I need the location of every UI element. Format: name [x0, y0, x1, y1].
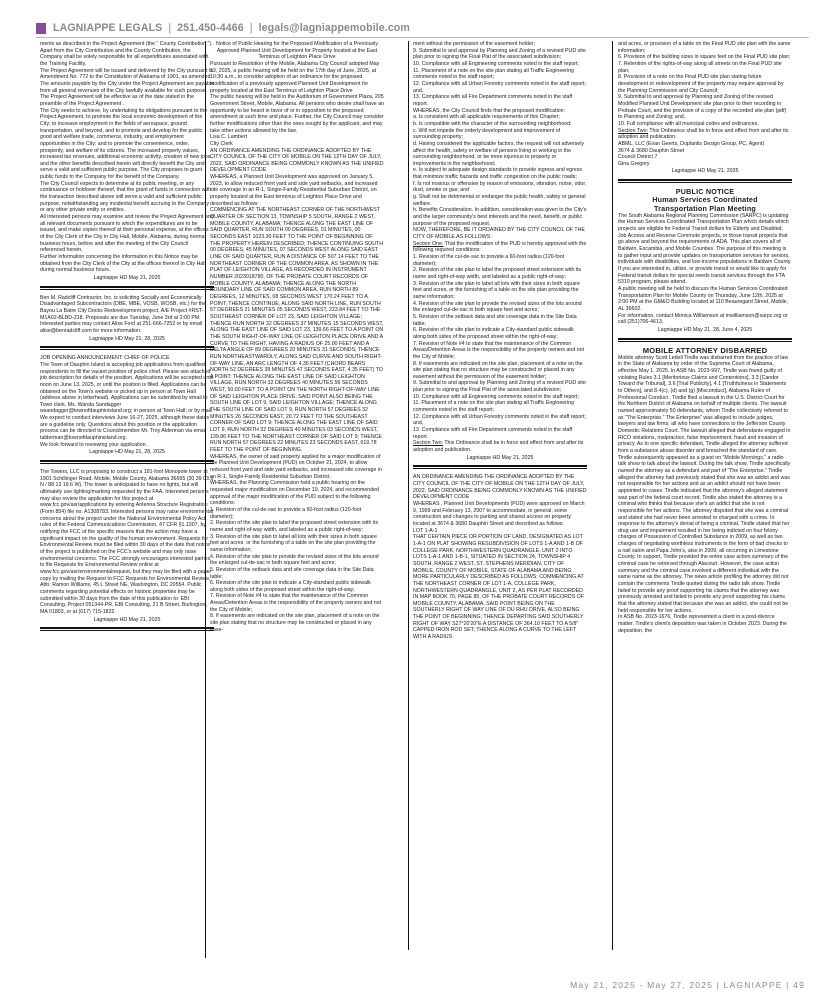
section-two-label: Section Two:: [618, 127, 648, 134]
public-notice-subtitle: Transportation Plan Meeting: [653, 203, 757, 213]
column-divider: [612, 41, 613, 950]
brand-square-icon: [36, 23, 46, 34]
notice-paragraph: WHEREAS, the Planning Commission held a public hearing on the requested major modification on December 19, 2024, and recommended approval of the major modification of the PUD subject to the following conditions:: [210, 480, 379, 507]
notice-paragraph: WHEREAS , Planned Unit Developments (PUD) were approved on March 9, 1999 and February 13, 2007 to accommodate, in general, some construction and changes to parking and shared access on property located at 3674 & 3680 Dauphin Street and described as follows:: [413, 500, 585, 527]
condition-item: 12. Compliance with all Urban Forestry comments noted in the staff report; and,: [413, 413, 586, 427]
section-two-text: This Ordinance shall be in force and effect from and after its adoption and publication.: [618, 127, 789, 141]
column-divider: [408, 41, 409, 950]
header-rule: [36, 37, 809, 38]
notice-divider: [413, 465, 587, 469]
public-notice-title: PUBLIC NOTICE: [675, 187, 735, 197]
publication-signature: Lagniappe HD May 21, 2025: [93, 616, 161, 623]
section-two: [413, 440, 587, 453]
condition-item: 7. Revision of Note #4 to state that the maintenance of the Common Areas/Detention Areas is the responsibility of the property owners and not the City of Mobile;: [210, 593, 382, 613]
publication-signature: Lagniappe HD May 21, 2025: [466, 454, 534, 461]
notice-paragraph: WHEREAS, a Planned Unit Development was approved on January 5, 2023, to allow reduced front yard and side yard setbacks, and increased site coverage in an R-1, Single-Family Residential Suburban District, on property located at the East terminus of Leighton Place Drive and described as follows:: [210, 174, 378, 207]
finding-item: h. Benefits Consideration. In addition, consideration was given to the City's and the larger community's best interests and the need, benefit, or public purpose of the proposed request.: [413, 207, 587, 227]
finding-item: b. Is compatible with the character of the surrounding neighborhood;: [413, 120, 572, 127]
condition-item: 12. Compliance with all Urban Forestry comments noted in the staff report; and,: [413, 80, 586, 94]
publication-signature: Lagniappe HD May 21, 28, 2025: [89, 449, 165, 456]
disbarment-title: MOBILE ATTORNEY DISBARRED: [642, 345, 768, 355]
notice-divider: [40, 346, 214, 350]
notice-paragraph: The Town of Dauphin Island is accepting job applications from qualified respondents to fill the vacant position of police chief. Please see attached job description for details of the position. Applications will be accepted until noon on June 13, 2025, or until the position is filled. Applications can be obtained on the Town's website or picked up in person at Town Hall (address above in letterhead). Applications can be submitted by email to Town clerk, Ms. Wanda Sandagger wsandagger@townofdauphinisland.org; in person at Town Hall; or by mail. We expect to conduct interviews June 16-27, 2025, although these dates are a guideline only. Questions about this position or the application process can be directed to Councilmember Mr. Troy Alderman via email talderman@townofdauphinisland.org.: [40, 361, 214, 442]
condition-item: 6. Provision of the building sizes in square feet on the Final PUD site plan;: [618, 54, 791, 61]
page-footer: May 21, 2025 - May 27, 2025 | LAGNIAPPE | 49: [570, 980, 805, 990]
condition-item: 8. Provision of a note on the Final PUD site plan stating future development or redevelopment of the property may require approval by the Planning Commission and City Council;: [618, 74, 784, 94]
property-address: 3674 & 3680 Dauphin Street: [618, 147, 685, 154]
section-two-text: This Ordinance shall be in force and effect from and after its adoption and publication.: [413, 440, 584, 454]
condition-item: 9. Submittal to and approval by Planning and Zoning of a revised PUD site plan prior to signing the Final Plat of the associated subdivision;: [413, 47, 586, 61]
condition-item: 10. Compliance with all Engineering comments noted in the staff report;: [413, 60, 579, 67]
condition-item: 1. Revision of the cul-de-sac to provide a 60-foot radius (120-foot diameter);: [413, 254, 565, 267]
header-separator: |: [249, 22, 253, 34]
notice-paragraph: The public hearing will be held in the Auditorium of Government Plaza, 205 Government Street, Mobile, Alabama. All persons who desire shall have an opportunity to be heard in favor of or in opposition to the proposed amendment at such time and place. Further, the City Council may consider further modifications other than the ones sought by the applicant, and may take other actions allowed by the law.: [210, 94, 384, 134]
ordinance-title: AN ORDINANCE AMENDING THE ORDINANCE ADOPTED BY THE CITY COUNCIL OF THE CITY OF MOBILE ON THE 12TH DAY OF JULY, 2022, SAID ORDINANCE BEING COMMONLY KNOWN AS THE UNIFIED DEVELOPMENT CODE: [413, 474, 587, 501]
notice-paragraph: A public meeting will be held to discuss the Human Services Coordinated Transportation Plan for Mobile County on Thursday, June 12th, 2025 at 2:00 PM at the GM&O Building located at 110 Beauregard Street, Mobile, AL 36602.: [618, 285, 789, 312]
finding-item: c. Will not impede the orderly development and improvement of surrounding property;: [413, 127, 561, 141]
publication-name: LAGNIAPPE LEGALS: [53, 22, 163, 34]
column-4-visible: [618, 41, 792, 921]
condition-item: 10. Full compliance with all municipal codes and ordinances.: [618, 120, 759, 127]
finding-item: a. Is consistent with all applicable requirements of this Chapter;: [413, 114, 560, 121]
section-one-text: That the modification of the PUD is hereby approved with the following required conditions:: [413, 240, 587, 254]
notice-paragraph: The Project Agreement will be issued and delivered by the City pursuant to Amendment No. 772 to the Constitution of Alabama of 1901, as amended. The amounts payable by the City under the Project Agreement are payable from all general revenues of the City lawfully available for such purpose. The Project Agreement will be effective as of the date stated in the preamble of the Project Agreement .: [40, 67, 214, 107]
notice-title: JOB OPENING ANNOUNCEMENT: CHIEF OF POLICE: [40, 355, 170, 362]
notice-paragraph: Mobile attorney Scott Ledell Tindle was disbarred from the practice of law in the State of Alabama by order of the Supreme Court of Alabama, effective May 1, 2025. In ASB No. 2023-997, Tindle was found guilty of violating Rules 3.1 [Meritorious Claims and Contentions], 3.3 [Candor Toward the Tribunal], 3.6 [Trial Publicity], 4.1 [Truthfulness in Statements to Others], and 8.4(c), (d) and (g) [Misconduct], Alabama Rules of Professional Conduct . Tindle filed a lawsuit in the U.S. District Court for the Northern District of Alabama on behalf of multiple clients. The lawsuit named approximately 50 defendants, whom Tindle collectively referred to as “The Enterprise.” The Enterprise” was alleged to include judges, lawyers and law firms; all who have connections to the Jefferson County Domestic Relations Court. The lawsuit alleged that defendants engaged in RICO violations, malpractice, false imprisonment, fraud and invasion of privacy. As to one specific defendant, Tindle alleged the attorney suffered from a substance abuse disorder and breached the standard of care. Tindle subsequently appeared as a guest on “Mobile Mornings,” a radio talk show to talk about the lawsuit. During the talk show, Tindle specifically named the attorney as a defendant and part of “The Enterprise.” Tindle alleged the attorney had previously stated that she was an addict and was not responsible for her actions and as an addict should not have been appointed to cases. Tindle indicated that the attorney's alleged statement was part of the federal court record. Tindle also stated the attorney is a criminal who thinks that because she's an addict that she is not responsible for her actions. The attorney disputed that she was a criminal and stated she had never been arrested or charged with a crime. In response to the attorney's denial of being a criminal, Tindle stated that her drug use and impairment resulted in her being indicted on four felony charges of Possession of Controlled Substance in 2009, as well as two charges of negotiating worthless instruments in the form of bad checks to a nail salon and Papa John's, also in 2009, all occurring in Limestone County. In support, Tindle provided the entire case action summary of the criminal case he retrieved through Alacourt. However, the case action summary and the criminal case involved a different individual with the same name as the attorney. The news article profiling the attorney did not contain the comments Tindle quoted during the radio talk show. Tindle failed to provide any proof supporting his claims that the attorney was previously arrested and failed to provide any proof supporting his claims that the attorney stated that because she was an addict, she could not be held responsible for her actions.: [618, 354, 791, 614]
notice-paragraph: Further information concerning the information in this Notice may be obtained from the City Clerk of the City at the offices thereof in City Hall during normal business hours.: [40, 254, 206, 274]
condition-item: 3. Revision of the site plan to label all lots with their sizes in both square feet and acres, or the furnishing of a table on the site plan providing the same information;: [210, 533, 377, 553]
condition-item: 4. Revision of the site plan to provide the revised sizes of the lots around the enlarged cul-de-sac in both square feet and acres;: [413, 300, 582, 314]
condition-item: 3. Revision of the site plan to label all lots with their sizes in both square feet and acres, or the furnishing of a table on the site plan providing the same information;: [413, 280, 580, 300]
column-3: [413, 41, 587, 921]
notice-divider: [618, 338, 792, 342]
condition-item: 5. Revision of the setback data and site coverage data in the Site Data table;: [210, 566, 374, 580]
notice-paragraph: ment without the permission of the easement holder;: [413, 41, 535, 47]
column-1: [40, 41, 214, 921]
notice-paragraph: Ben M. Radcliff Contractor, Inc. is soliciting Socially and Economically Disadvantaged Subcontractors (DBE, MBE, VOSB, WOSB, etc.) for the Bayou La Batre City Docks Redevelopment project, A/E Project #RST-M1A02-BLBD-218. Proposals are due Tuesday, June 3rd at 2:00 PM. Interested parties may contact Alise Ford at 251-666-7252 or by email alise@benradcliff.com for more information.: [40, 294, 207, 334]
notice-paragraph: Pursuant to Resolution of the Mobile, Alabama City Council adopted May 13, 2025, a public hearing will be held on the 17th day of June, 2025, at 10:30 a.m., to consider adoption of an ordinance for the proposed modification of a previously approved Planned Unit Development for property located at the East Terminus of Leighton Place Drive: [210, 60, 380, 94]
section-one: [413, 241, 587, 254]
notice-paragraph: The South Alabama Regional Planning Commission (SARPC) is updating the Human Services Coordinated Transportation Plan which details which projects are eligible for Federal Transit dollars for Elderly and Disabled, Job Access and Reverse Commute projects, or those transit projects that go above and beyond the requirements of ADA. This plan covers all of Baldwin, Escambia, and Mobile Counties. The purpose of this meeting is to gather input and provide updates on transportation services for seniors, individuals with disabilities, and low-income populations in Baldwin County. If you are interested in, utilize, or provide transit or would like to apply for Federal transit dollars for special needs transit services through the FTA 5310 program, please attend.: [618, 212, 792, 286]
condition-item: 11. Placement of a note on the site plan stating all Traffic Engineering comments noted in the staff report;: [413, 400, 574, 414]
notice-paragraph: WHEREAS, the City Council finds that the proposed modification:: [413, 107, 566, 114]
councilor-name: Gina Gregory: [618, 160, 650, 167]
applicant: ABML, LLC (Evan Geerts, Duplantis Design Group, PC, Agent): [618, 140, 765, 147]
council-district: Council District 7: [618, 154, 658, 161]
ordinance-title: AN ORDINANCE AMENDING THE ORDINANCE ADOPTED BY THE CITY COUNCIL OF THE CITY OF MOBILE ON THE 12TH DAY OF JULY, 2022, SAID ORDINANCE BEING COMMONLY KNOWN AS THE UNIFIED DEVELOPMENT CODE: [210, 147, 384, 174]
notice-divider: [40, 627, 214, 631]
notice-paragraph: The Towers, LLC is proposing to construct a 181-foot Monopole tower at 1901 Schillinger Road, Mobile, Mobile County, Alabama 36695 (30 39 03.5 N / 88 13 19.6 W). The tower is anticipated to have no lights, but will ultimately use lighting/marking requested by the FAA. Interested persons may also review the application for this project at www.fcc.gov/asr/applications by entering Antenna Structure Registration (Form 854) file no. A1308783. Interested persons may raise environmental concerns about the project under the National Environmental Policy Act rules of the Federal Communications Commission, 47 CFR §1.1307, by notifying the FCC of the specific reasons that the action may have a significant impact on the quality of the human environment. Requests for Environmental Review must be filed within 30 days of the date that notice of the project is published on the FCC's website and may only raise environmental concerns. The FCC strongly encourages interested parties to file Requests for Environmental Review online at www.fcc.gov/asr/environmentalrequest, but they may be filed with a paper copy by mailing the Request to FCC Requests for Environmental Review, Attn: Ramon Williams, 45 L Street NE, Washington, DC 20554. Public comments regarding potential effects on historic properties may be submitted within 30 days from the date of this publication to: EBI Consulting, Project 051344-PR, EBI Consulting, 21 B Street, Burlington, MA 01803, or at (617) 715-1822.: [40, 469, 214, 615]
legal-description: COMMENCING AT THE NORTHEAST CORNER OF THE NORTHWEST QUARTER OF SECTION 13, TOWNSHIP 5 SOUTH, RANGE 2 WEST, MOBILE COUNTY, ALABAMA; THENCE ALONG THE EAST LINE OF SAID QUARTER, RUN SOUTH 00 DEGREES, 01 MINUTES, 00 SECONDS EAST 1023.30 FEET TO THE POINT OF BEGINNING OF THE PROPERTY HEREIN DESCRIBED; THENCE CONTINUING SOUTH 00 DEGREES, 45 MINUTES, 07 SECONDS WEST ALONG SAID EAST LINE OF SAID QUARTER, RUN A DISTANCE OF 507.14 FEET TO THE NORTHEAST CORNER OF THE COMMON AREA, AS SHOWN IN THE PLAT OF LEIGHTON VILLAGE, AS RECORDED IN INSTRUMENT NUMBER 2023018780, OF THE PROBATE COURT RECORDS OF MOBILE COUNTY, ALABAMA; THENCE ALONG THE NORTH BOUNDARY LINE OF SAID COMMON AREA, RUN NORTH 89 DEGREES, 12 MINUTES, 08 SECONDS WEST 170.24 FEET TO A POINT; THENCE CONTINUE, ALONG SAID NORTH LINE, RUN SOUTH 57 DEGREES 21 MINUTES 05 SECONDS WEST, 223.84 FEET TO THE SOUTHEAST CORNER OF LOT 23, SAID LEIGHTON VILLAGE; THENCE RUN NORTH 32 DEGREES 37 MINUTES 15 SECONDS WEST, ALONG THE EAST LINE OF SAID LOT 23, 139.66 FEET TO A POINT ON THE SOUTH RIGHT-OF-WAY LINE OF LEIGHTON PLACE DRIVE AND A CURVE TO THE RIGHT, HAVING A RADIUS OF 25.00 FEET AND A DELTA ANGLE OF 89 DEGREES 20 MINUTES 31 SECONDS; THENCE RUN NORTHEASTWARDLY, ALONG SAID CURVE AND SOUTH RIGHT-OF-WAY LINE, AN ARC LENGTH OF 4.36 FEET (CHORD BEARS NORTH 52 DEGREES 39 MINUTES 47 SECONDS EAST, 4.35 FEET) TO A POINT; THENCE ALONG THE EAST LINE OF SAID LEIGHTON VILLAGE, RUN NORTH 32 DEGREES 40 MINUTES 56 SECONDS WEST, 50.00 FEET TO A POINT ON THE NORTH RIGHT-OF-WAY LINE OF SAID LEIGHTON PLACE DRIVE, SAID POINT ALSO BEING THE SOUTH LINE OF LOT 9, SAID LEIGHTON VILLAGE; THENCE ALONG THE SOUTH LINE OF SAID LOT 9, RUN NORTH 57 DEGREES 32 MINUTES 26 SECONDS EAST, 20.72 FEET TO THE SOUTHEAST CORNER OF SAID LOT 9; THENCE ALONG THE EAST LINE OF SAID LOT 9, RUN NORTH 32 DEGREES 40 MINUTES 03 SECONDS WEST, 139.86 FEET TO THE NORTHEAST CORNER OF SAID LOT 9; THENCE RUN NORTH 57 DEGREES 22 MINUTES 23 SECONDS EAST, 619.78 FEET TO THE POINT OF BEGINNING.: [210, 207, 384, 454]
notice-paragraph: All interested persons may examine and review the Project Agreement and all relevant documents pursuant to which the expenditures are to be issued, and make copies thereof at their personal expense, at the offices of the City Clerk of the City in City Hall, Mobile, Alabama, during normal business hours, before and after the meeting of the City Council referenced herein.: [40, 214, 214, 254]
notice-title: Notice of Public Hearing for the Proposed Modification of a Previously Approved Planned Unit Development for Property located at the East Terminus of Leighton Place Drive: [216, 41, 378, 61]
notice-paragraph: In ASB No. 2023-1676, Tindle represented a client in a post-divorce matter. Tindle's client's deposition was taken in October 2023. During the deposition, the: [618, 614, 787, 634]
notice-divider: [40, 460, 214, 464]
condition-item: 13. Compliance with all Fire Department comments noted in the staff report.: [413, 427, 573, 440]
publication-signature: Lagniappe HD May 21, 2025: [671, 168, 739, 175]
condition-item: and acres, or provision of a table on the Final PUD site plan with the same information;: [618, 41, 791, 54]
condition-item: 7. Retention of the rights-of-way along all streets on the Final PUD site plan;: [618, 60, 782, 74]
header-phone: 251.450-4466: [177, 22, 244, 34]
condition-item: 4. Revision of the site plan to provide the revised sizes of the lots around the enlarged cul-de-sac in both square feet and acres;: [210, 553, 379, 567]
finding-item: e. Is subject to adequate design standards to provide ingress and egress that minimize traffic hazards and traffic congestion on the public roads;: [413, 167, 582, 181]
lot-label: LOT 1-A-1: [413, 527, 438, 534]
notice-paragraph: We look forward to reviewing your application.: [40, 441, 147, 448]
section-one-label: Section One:: [413, 240, 444, 247]
condition-item: 11. Placement of a note on the site plan stating all Traffic Engineering comments noted in the staff report;: [413, 67, 574, 81]
header-separator: |: [168, 22, 172, 34]
header-email[interactable]: legals@lagniappemobile.com: [258, 22, 410, 34]
condition-item: 9. Submittal to and approval by Planning and Zoning of the revised Modified Planned Unit Development site plan prior to their recording in Probate Court, and the provision of a copy of the recorded site plan (pdf) to Planning and Zoning; and,: [618, 94, 787, 121]
condition-item: 9. Submittal to and approval by Planning and Zoning of a revised PUD site plan prior to signing the Final Plat of the associated subdivision;: [413, 380, 586, 394]
notice-paragraph: For information, contact Monica Williamson at mwilliamson@sarpc.org or call (251)706-4613.: [618, 312, 788, 326]
ordinance-heading: NOW, THEREFORE, BE IT ORDAINED BY THE CITY COUNCIL OF THE CITY OF MOBILE AS FOLLOWS:: [413, 227, 585, 241]
condition-item: 10. Compliance with all Engineering comments noted in the staff report;: [413, 393, 579, 400]
condition-item: 7. Revision of Note #4 to state that the maintenance of the Common Areas/Detention Areas is the responsibility of the property owners and not the City of Mobile;: [413, 340, 585, 360]
condition-item: 1. Revision of the cul-de-sac to provide a 60-foot radius (120-foot diameter);: [210, 506, 362, 520]
condition-item: 13. Compliance with all Fire Department comments noted in the staff report.: [413, 94, 573, 107]
notice-paragraph: The City Council expects to determine at its public meeting, or any continuance or holdover thereof, that the grant of funds in connection with the transaction described above will serve a valid and sufficient public purpose, notwithstanding any incidental benefit accruing to the Company or any other private entity or entities.: [40, 180, 212, 214]
section-two-label: Section Two:: [413, 440, 443, 447]
public-notice-subtitle: Human Services Coordinated: [652, 195, 758, 205]
finding-item: g. Shall not be detrimental or endanger the public health, safety or general welfare.: [413, 194, 586, 207]
notice-paragraph: The City seeks to achieve, by undertaking its obligations pursuant to the Project Agreement, to promote the local economic development of the City; to increase employment in the fields of aerospace, ground transportation, and beyond, and to promote and develop for the public good and welfare trade, commerce, industry, and employment opportunities in the City; and to promote the convenience, order, prosperity, and welfare of its citizens. The increased property values, increased tax revenues, additional economic activity, creation of new jobs, and the other benefits described herein will directly benefit the City and serve a valid and sufficient public purpose. The City proposes to grant public funds to the Company for the benefit of the Company.: [40, 107, 212, 181]
condition-item: 5. Revision of the setback data and site coverage data in the Site Data table;: [413, 313, 577, 327]
condition-item: 8. If easements are indicated on the site plan, placement of a note on the site plan stating that no structure may be constructed or placed in any easement without the permission of the easement holder;: [413, 360, 583, 380]
condition-item: 2. Revision of the site plan to label the proposed street extension with its name and right-of-way width, and labeled as a public right-of-way;: [413, 267, 582, 280]
section-two: [618, 128, 792, 141]
condition-item: 8. If easements are indicated on the site plan, placement of a note on the site plan stating that no structure may be constructed or placed in any ease-: [210, 613, 380, 633]
legal-description: THAT CERTAIN PIECE OR PORTION OF LAND, DESIGNATED AS LOT 1-A-1 ON PLAT SHOWING RESUBDIVISION OF LOTS 1-A AND 1-B OF COLLEGE PARK, NORTHWESTERN QUADRANGLE, UNIT 2 INTO LOTS 1-A-1 AND 1-B-1, SITUATED IN SECTION 24, TOWNSHIP 4 SOUTH, RANGE 2 WEST, ST. STEPHENS MERIDIAN, CITY OF MOBILE, COUNTY OF MOBILE, STATE OF ALABAMA AND BEING MORE PARTICULARLY DESCRIBED AS FOLLOWS: COMMENCING AT THE NORTHEAST CORNER OF LOT 1-A, COLLEGE PARK, NORTHWESTERN QUADRANGLE, UNIT 2, AS PER PLAT RECORDED IN MAP BOOK 70, PAGE 85, OF THE PROBATE COURT RECORDS OF MOBILE COUNTY, ALABAMA, SAID POINT BEING ON THE SOUTHERLY RIGHT OF WAY LINE OF DU RHU DRIVE, ALSO BEING THE POINT OF BEGINNING; THENCE DEPARTING SAID SOUTHERLY RIGHT OF WAY S27°20'20"E A DISTANCE OF 364.10 FEET TO A 5/8" CAPPED IRON ROD SET; THENCE ALONG A CURVE TO THE LEFT WITH A RADIUS: [413, 534, 584, 641]
condition-item: 6. Revision of the site plan to indicate a City-standard public sidewalk along both sides of the proposed street within the right-of-way;: [210, 580, 371, 593]
notice-paragraph: ments as described in the Project Agreement (the “ County Contribution ”). Apart from the City Contribution and the County Contribution, the Company shall be solely responsible for all expenditures associated with the Training Facility.: [40, 41, 213, 67]
finding-item: f. Is not noxious or offensive by reason of emissions, vibration, noise, odor, dust, smoke or gas; and: [413, 180, 587, 194]
page-header: [36, 19, 410, 37]
condition-item: 2. Revision of the site plan to label the proposed street extension with its name and right-of-way width, and labeled as a public right-of-way;: [210, 520, 379, 533]
clerk-role: City Clerk: [210, 140, 233, 147]
notice-paragraph: WHEREAS, the owner of said property applied for a major modification of the Planned Unit Development (PUD) on October 21, 2024, to allow reduced front yard and side yard setbacks, and increased site coverage in an R-1, Single-Family Residential Suburban District.: [210, 453, 382, 480]
notice-divider: [40, 286, 214, 290]
notice-divider: [618, 179, 792, 183]
publication-signature: Lagniappe HD May 21, 28, 2025: [89, 335, 165, 342]
column-2: [210, 41, 384, 921]
publication-signature: Lagniappe HD May 21, 28, June 4, 2025: [657, 326, 753, 333]
clerk-name: Lisa C. Lambert: [210, 134, 248, 141]
condition-item: 6. Revision of the site plan to indicate a City-standard public sidewalk along both sides of the proposed street within the right-of-way;: [413, 327, 574, 340]
finding-item: d. Having considered the applicable factors, the request will not adversely affect the health, safety or welfare of persons living or working in the surrounding neighborhood, or be more injurious to property or improvements in the neighborhood;: [413, 140, 585, 167]
publication-signature: Lagniappe HD May 21, 2025: [93, 274, 161, 281]
